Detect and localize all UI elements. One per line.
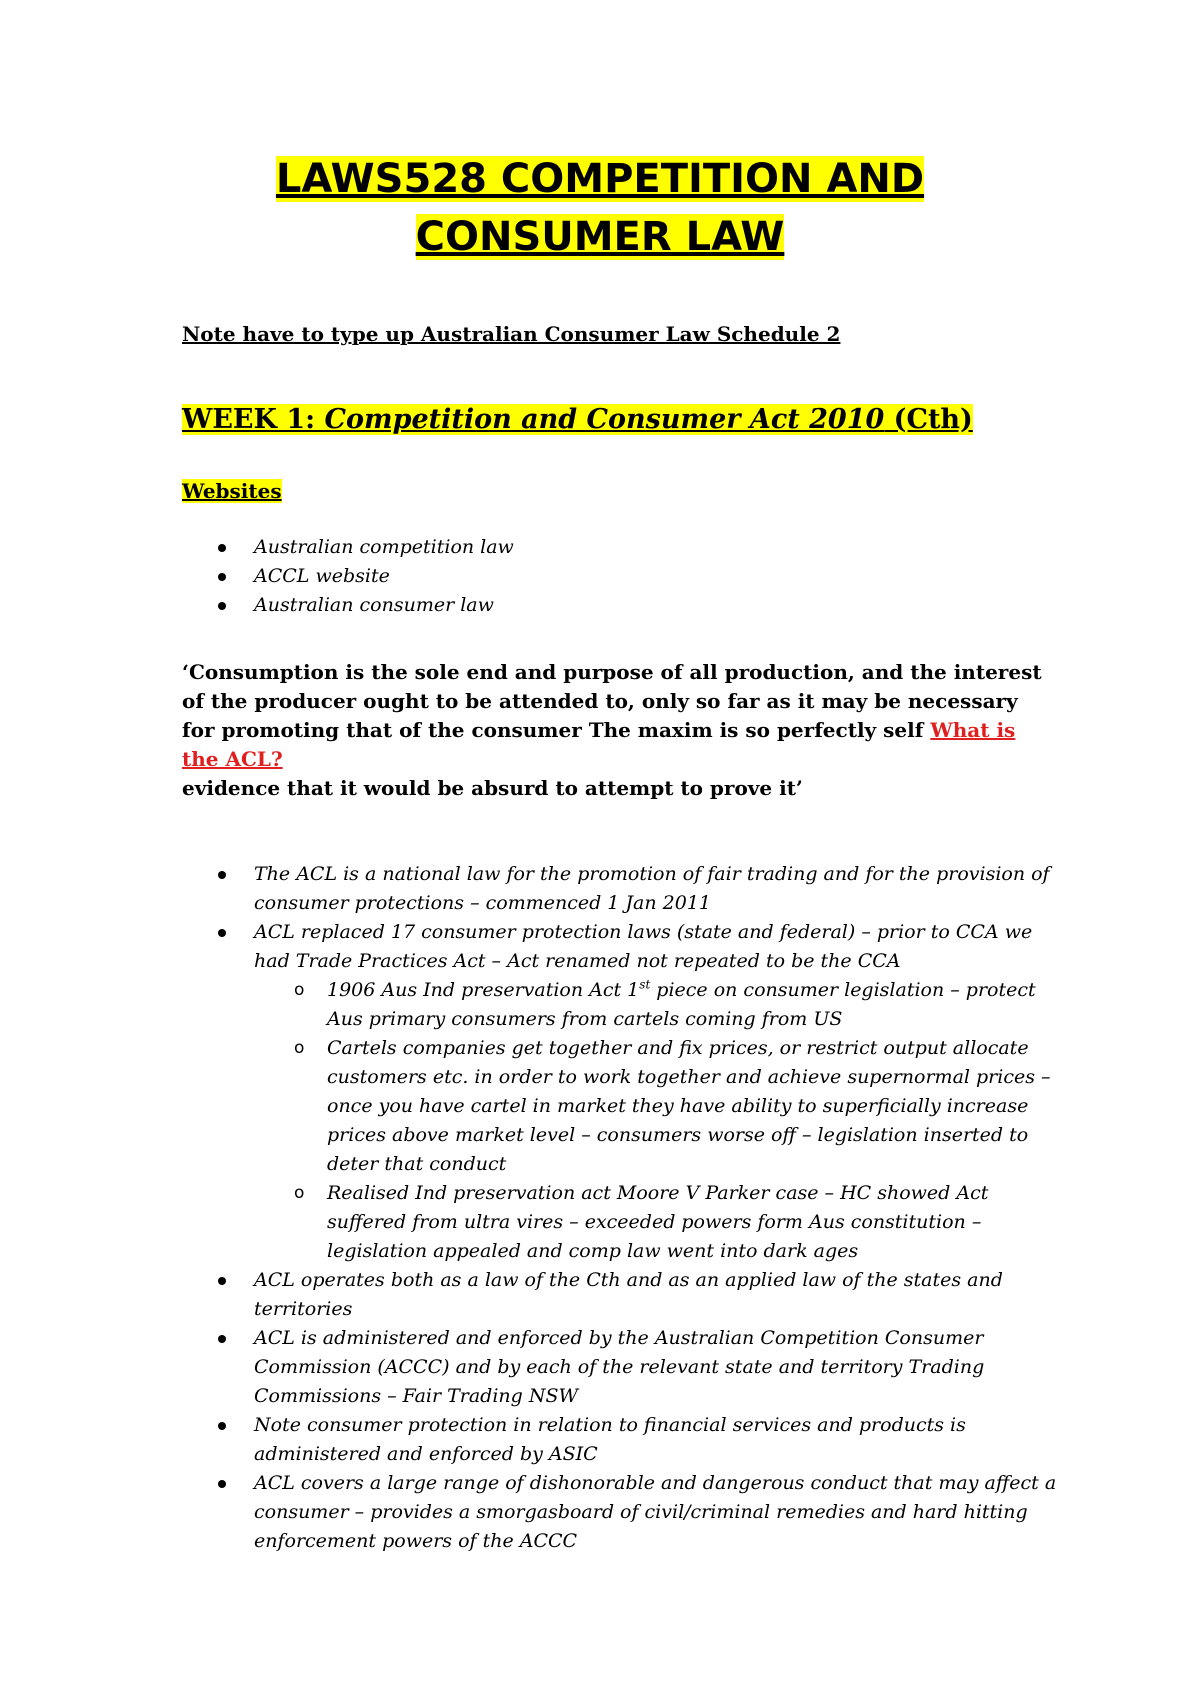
websites-list bbox=[182, 533, 514, 620]
list-item: Australian consumer law bbox=[182, 591, 514, 620]
superscript: st bbox=[639, 977, 651, 992]
list-item: ACL operates both as a law of the Cth and as an applied law of the states and territories bbox=[182, 1266, 1062, 1324]
websites-heading-text: Websites bbox=[182, 479, 282, 503]
week-act-name: Competition and Consumer Act 2010 bbox=[324, 404, 885, 435]
list-item: ACL is administered and enforced by the Australian Competition Consumer Commission (ACCC) and by each of the relevant state and territory Trading Commissions – Fair Trading NSW bbox=[182, 1324, 1062, 1411]
sub-list-item: o Realised Ind preservation act Moore V Parker case – HC showed Act suffered from ultra vires – exceeded powers form Aus constitution – legislation appealed and comp law went into dark ages bbox=[182, 1179, 1062, 1266]
document-title bbox=[0, 150, 1200, 266]
list-item: Note consumer protection in relation to financial services and products is administered and enforced by ASIC bbox=[182, 1411, 1062, 1469]
note-line: Note have to type up Australian Consumer Law Schedule 2 bbox=[182, 322, 841, 346]
acl-points-list bbox=[182, 860, 1062, 1556]
sub-item-text: 1906 Aus Ind preservation Act 1 bbox=[327, 979, 640, 1001]
quote-part-1: ‘Consumption is the sole end and purpose of all production, and the interest of the producer ought to be attended to, only so far as it may be necessary for promoting that of the consumer The maxim is so perfectly self bbox=[182, 660, 1042, 742]
websites-heading bbox=[182, 479, 282, 503]
list-item: Australian competition law bbox=[182, 533, 514, 562]
title-line-2: CONSUMER LAW bbox=[415, 214, 785, 260]
acl-question-heading: What is the ACL? bbox=[182, 718, 1016, 771]
week-heading bbox=[182, 404, 973, 435]
title-line-1: LAWS528 COMPETITION AND bbox=[275, 156, 925, 202]
list-item: The ACL is a national law for the promotion of fair trading and for the provision of consumer protections – commenced 1 Jan 2011 bbox=[182, 860, 1062, 918]
quote-part-2: evidence that it would be absurd to attempt to prove it’ bbox=[182, 776, 803, 800]
list-item: ACL replaced 17 consumer protection laws (state and federal) – prior to CCA we had Trade Practices Act – Act renamed not repeated to be the CCA bbox=[182, 918, 1062, 976]
list-item: ACL covers a large range of dishonorable and dangerous conduct that may affect a consumer – provides a smorgasboard of civil/criminal remedies and hard hitting enforcement powers of the ACCC bbox=[182, 1469, 1062, 1556]
quote-block bbox=[182, 658, 1042, 803]
week-suffix: (Cth) bbox=[884, 404, 973, 435]
list-item: ACCL website bbox=[182, 562, 514, 591]
sub-list-item bbox=[182, 976, 1062, 1034]
sub-item-text: piece on consumer legislation – protect Aus primary consumers from cartels coming from US bbox=[327, 979, 1036, 1030]
sub-list-item: o Cartels companies get together and fix prices, or restrict output allocate customers etc. in order to work together and achieve supernormal prices – once you have cartel in market they have ability to superficially increase prices above market level – consumers worse off – legislation inserted to deter that conduct bbox=[182, 1034, 1062, 1179]
week-prefix: WEEK 1: bbox=[182, 404, 325, 435]
